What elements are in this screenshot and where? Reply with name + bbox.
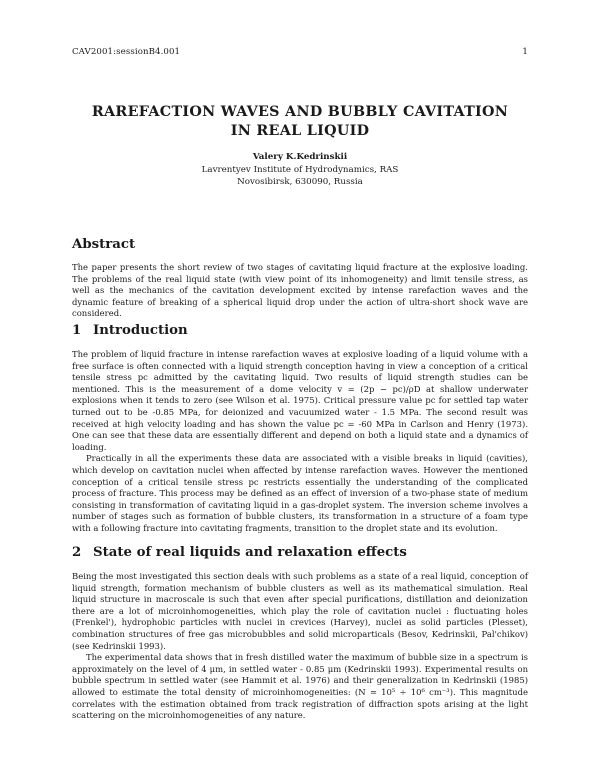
section-heading — [72, 545, 528, 561]
author-institution: Lavrentyev Institute of Hydrodynamics, RAS — [201, 164, 399, 175]
paper-title — [60, 103, 540, 141]
section-number: 1 — [72, 323, 82, 338]
paragraph: Being the most investigated this section deals with such problems as a state of a real liquid, conception of liquid strength, formation mechanism of bubble clusters as well as its mathematical simulation. Real liquid structure in macroscale is such that even after special purifications, distillation and deionization there are a lot of microinhomogeneities, which play the role of cavitation nuclei : fluctuating holes (Frenkel'), hydrophobic particles with nuclei in crevices (Harvey), nuclei as solid particles (Plesset), combination structures of free gas microbubbles and solid microparticals (Besov, Kedrinskii, Pal'chikov) (see Kedrinskii 1993). — [72, 571, 528, 651]
title-line-1: RAREFACTION WAVES AND BUBBLY CAVITATION — [91, 104, 509, 120]
abstract-heading: Abstract — [72, 237, 136, 252]
author-block — [100, 151, 500, 189]
session-id: CAV2001:sessionB4.001 — [72, 47, 181, 57]
abstract-text: The paper presents the short review of two stages of cavitating liquid fracture at the explosive loading. The problems of the real liquid state (with view point of its inhomogeneity) and limit tensile stress, as well as the mechanics of the cavitation development excited by intense rarefaction waves and the dynamic feature of breaking of a spherical liquid drop under the action of ultra-short shock wave are considered. — [72, 262, 528, 319]
abstract-section — [72, 237, 528, 320]
section-heading — [72, 323, 528, 339]
section-title: Introduction — [93, 323, 188, 338]
paragraph: The experimental data shows that in fresh distilled water the maximum of bubble size in a spectrum is approximately on the level of 4 μm, in settled water - 0.85 μm (Kedrinskii 1993). Experimental results on bubble spectrum in settled water (see Hammit et al. 1976) and their generalization in Kedrinskii (1985) allowed to estimate the total density of microinhomogeneities: (N ≃ 10⁵ ÷ 10⁶ cm⁻³). This magnitude correlates with the estimation obtained from track registration of diffraction spots arising at the light scattering on the microinhomogeneities of any nature. — [72, 652, 528, 721]
paragraph: The problem of liquid fracture in intense rarefaction waves at explosive loading of a liquid volume with a free surface is often connected with a liquid strength conception having in view a conception of a critical tensile stress pc admitted by the cavitating liquid. Two results of liquid strength studies can be mentioned. This is the measurement of a dome velocity v = (2p − pc)/ρD at shallow underwater explosions when it tends to zero (see Wilson et al. 1975). Critical pressure value pc for settled tap water turned out to be -0.85 MPa, for deionized and vacuumized water - 1.5 MPa. The second result was received at high velocity loading and has shown the value pc = -60 MPa in Carlson and Henry (1973). One can see that these data are essentially different and depend on both a liquid state and a dynamics of loading. — [72, 349, 528, 452]
section-number: 2 — [72, 545, 82, 560]
author-name: Valery K.Kedrinskii — [252, 152, 348, 162]
page-number: 1 — [522, 47, 528, 57]
running-header — [72, 47, 528, 61]
state-of-real-liquids-section — [72, 545, 528, 722]
title-line-2: IN REAL LIQUID — [230, 123, 370, 139]
paragraph: Practically in all the experiments these data are associated with a visible breaks in liquid (cavities), which develop on cavitation nuclei when affected by intense rarefaction waves. However the mentioned conception of a critical tensile stress pc restricts essentially the understanding of the complicated process of fracture. This process may be defined as an effect of inversion of a two-phase state of medium consisting in transformation of cavitating liquid in a gas-droplet system. The inversion scheme involves a number of stages such as formation of bubble clusters, its transformation in a structure of a foam type with a following fracture into cavitating fragments, transition to the droplet state and its evolution. — [72, 453, 528, 533]
introduction-section — [72, 323, 528, 535]
author-address: Novosibirsk, 630090, Russia — [237, 177, 363, 187]
section-title: State of real liquids and relaxation effects — [93, 545, 407, 560]
